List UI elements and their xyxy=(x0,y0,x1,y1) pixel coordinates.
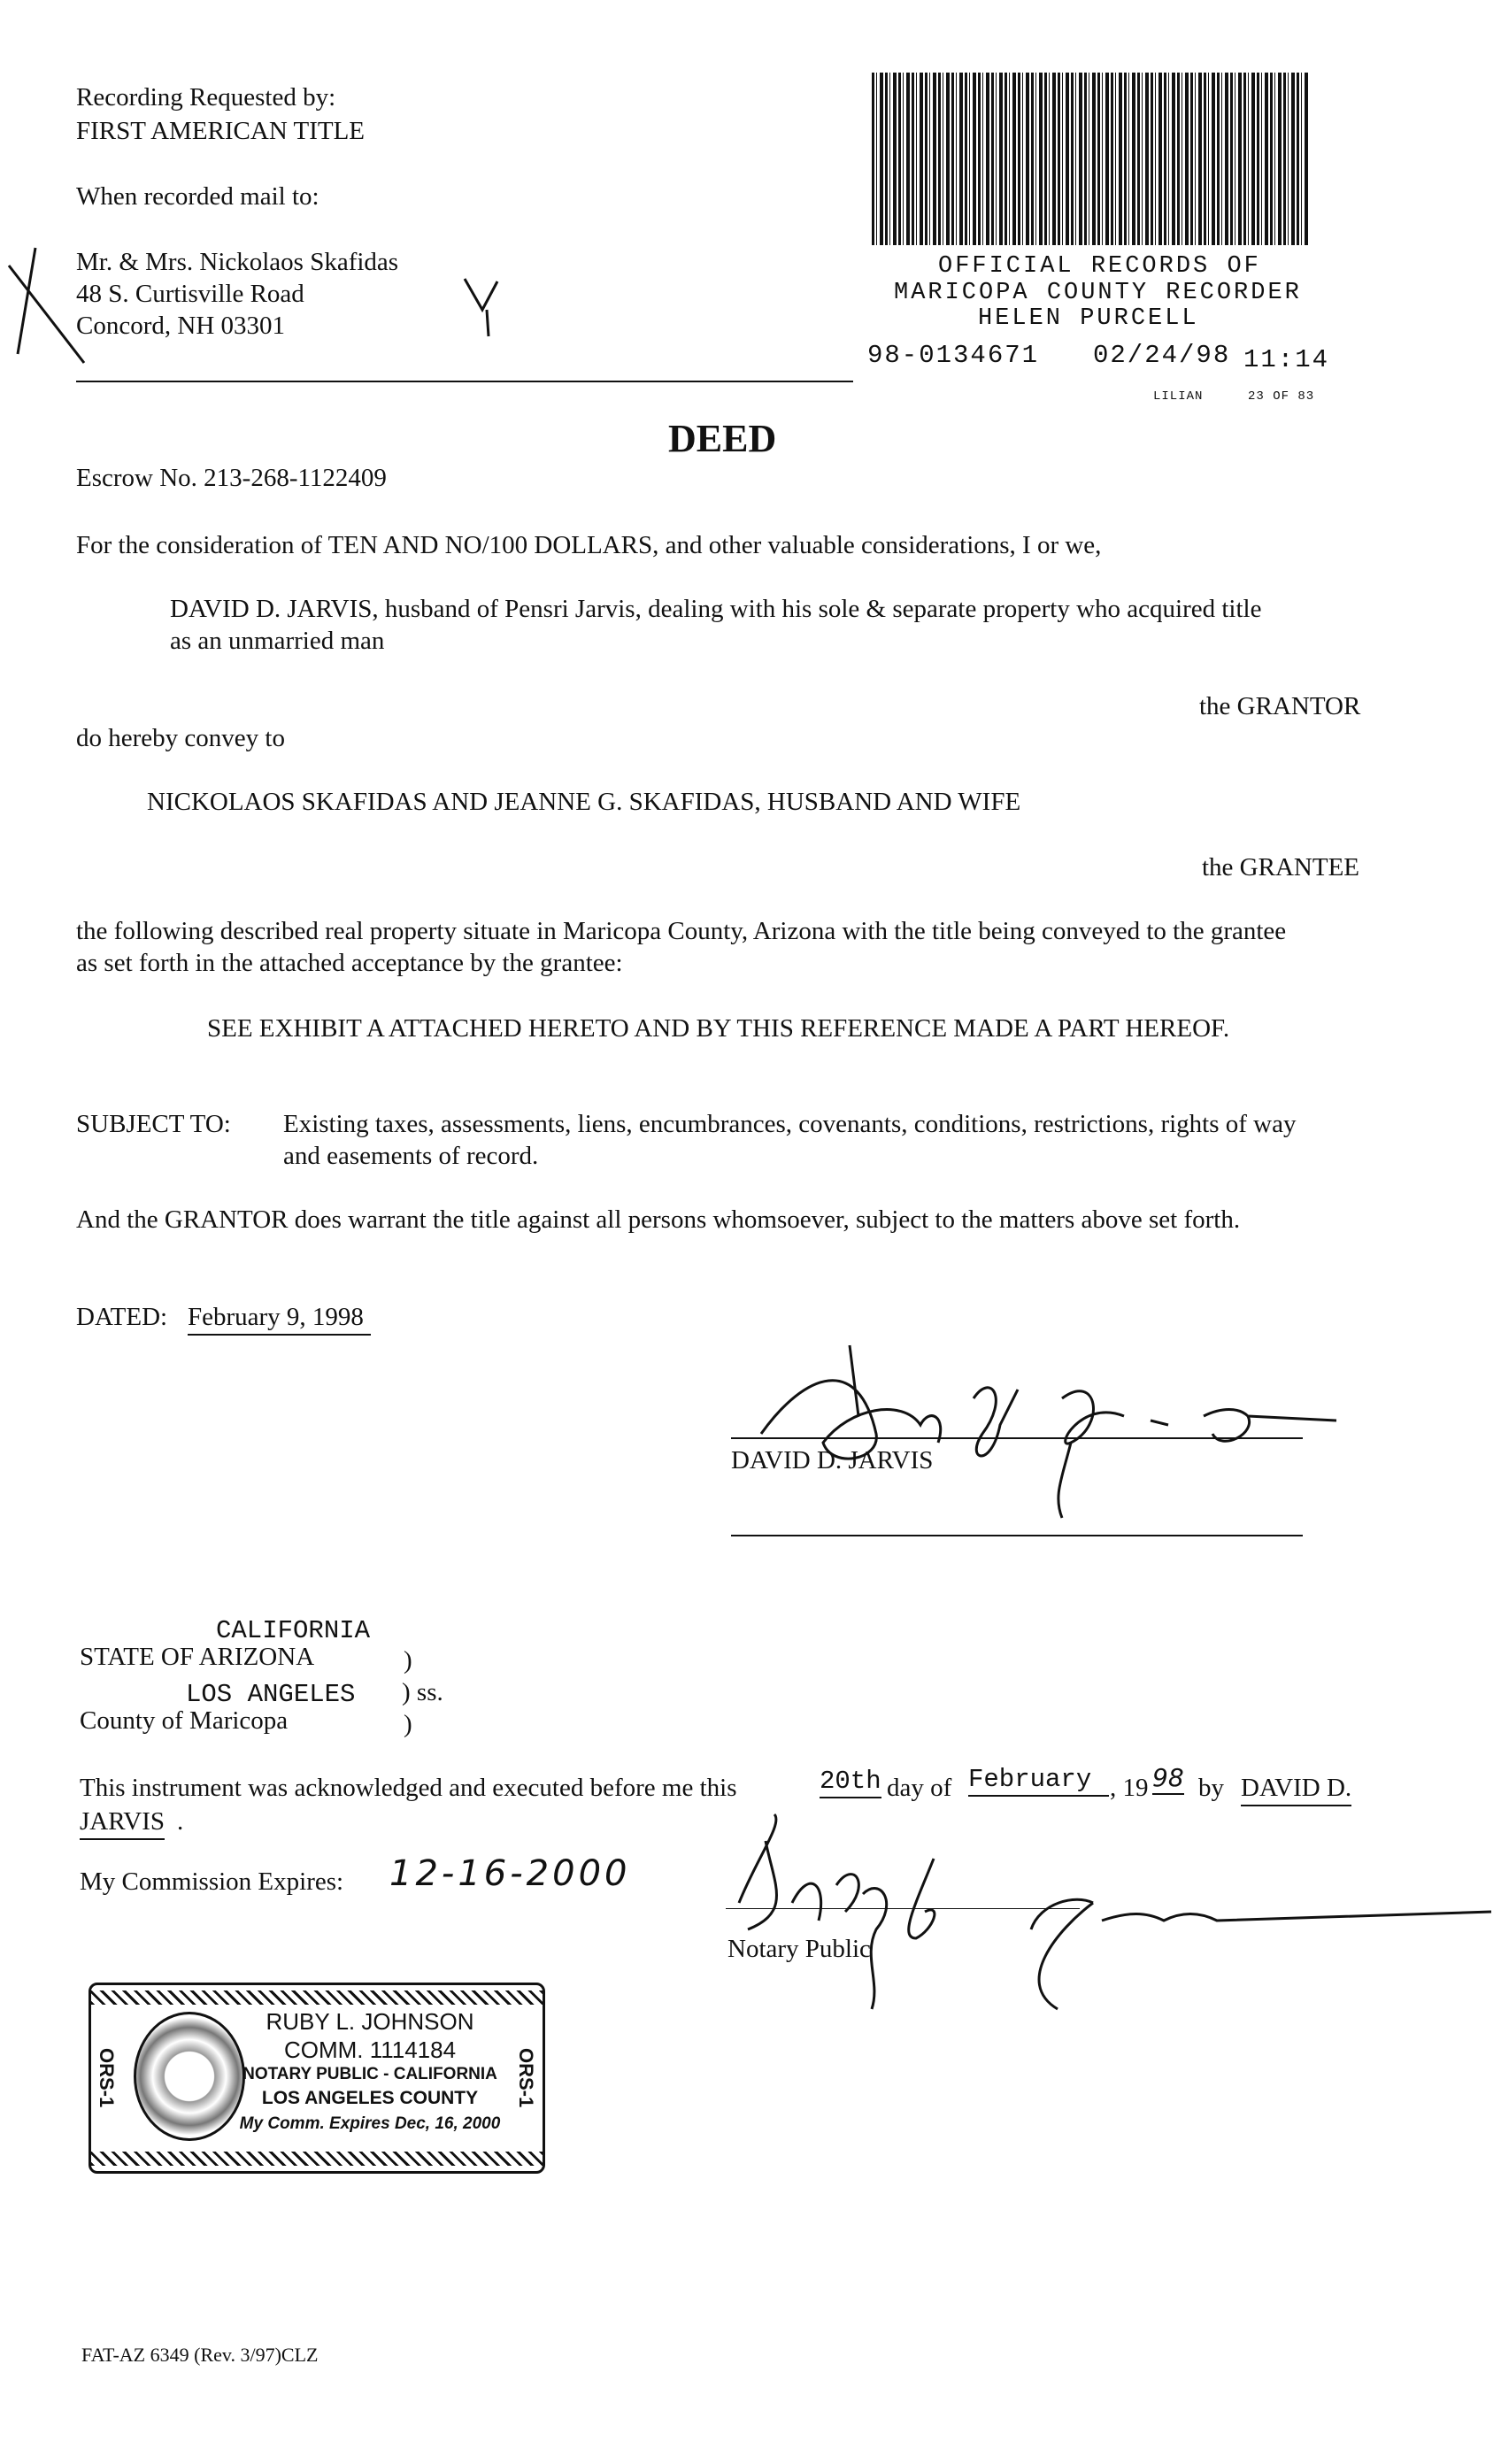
grantor-label: the GRANTOR xyxy=(1199,692,1361,720)
county-bracket: ) xyxy=(404,1710,412,1738)
warranty-text: And the GRANTOR does warrant the title against all persons whomsoever, subject to the matters above set forth. xyxy=(76,1205,1241,1234)
property-line-2: as set forth in the attached acceptance by the grantee: xyxy=(76,949,623,977)
acknowledgment-prefix: This instrument was acknowledged and executed before me this xyxy=(80,1774,737,1802)
mail-to-line-3: Concord, NH 03301 xyxy=(76,312,286,340)
ss-mark: ) ss. xyxy=(402,1678,443,1706)
dated-value: February 9, 1998 xyxy=(188,1301,371,1336)
commission-label: My Commission Expires: xyxy=(80,1867,344,1896)
state-label: STATE OF ARIZONA xyxy=(80,1643,315,1671)
seal-title: NOTARY PUBLIC - CALIFORNIA xyxy=(242,2065,497,2083)
barcode xyxy=(872,73,1310,245)
notary-public-label: Notary Public xyxy=(727,1935,871,1963)
seal-county: LOS ANGELES COUNTY xyxy=(261,2088,479,2108)
acknowledgment-period: . xyxy=(177,1807,184,1836)
county-label: County of Maricopa xyxy=(80,1706,289,1735)
state-bracket: ) xyxy=(404,1646,412,1675)
header-divider xyxy=(76,381,853,382)
grantee-name: NICKOLAOS SKAFIDAS AND JEANNE G. SKAFIDAS, HUSBAND AND WIFE xyxy=(147,788,1021,816)
seal-side-left: ORS-1 xyxy=(96,2048,118,2108)
recorder-date: 02/24/98 xyxy=(1093,341,1231,370)
grantor-description-line-2: as an unmarried man xyxy=(170,627,385,655)
seal-bottom-border xyxy=(91,2152,543,2166)
notary-signature-line xyxy=(726,1908,1080,1909)
acknowledgment-year-prefix: , 19 xyxy=(1110,1774,1149,1802)
grantee-label: the GRANTEE xyxy=(1202,853,1359,882)
seal-notary-name: RUBY L. JOHNSON xyxy=(266,2008,474,2035)
escrow-number: Escrow No. 213-268-1122409 xyxy=(76,464,387,492)
grantor-signer-name: DAVID D. JARVIS xyxy=(731,1446,934,1475)
recorder-clerk: LILIAN xyxy=(1153,389,1204,404)
recorder-page: 23 OF 83 xyxy=(1248,389,1315,404)
acknowledgment-name-line-1: DAVID D. xyxy=(1241,1772,1351,1806)
county-typed: LOS ANGELES xyxy=(186,1680,356,1709)
commission-expires-value: 12-16-2000 xyxy=(389,1853,631,1894)
handwritten-check-mark xyxy=(460,274,504,345)
property-line-1: the following described real property situate in Maricopa County, Arizona with the title being conveyed to the grantee xyxy=(76,917,1287,945)
recording-requested-by: FIRST AMERICAN TITLE xyxy=(76,117,366,145)
recorder-line-3: HELEN PURCELL xyxy=(978,305,1199,332)
recorder-time: 11:14 xyxy=(1243,345,1330,374)
mail-to-line-2: 48 S. Curtisville Road xyxy=(76,280,304,308)
handwritten-x-mark xyxy=(0,230,106,372)
grantor-description-line-1: DAVID D. JARVIS, husband of Pensri Jarvis, dealing with his sole & separate property who acquired title xyxy=(170,595,1262,623)
seal-side-right: ORS-1 xyxy=(515,2048,537,2108)
grantor-signature xyxy=(726,1319,1345,1522)
grantor-signature-line xyxy=(731,1437,1303,1439)
california-seal-emblem xyxy=(134,2012,245,2141)
subject-to-label: SUBJECT TO: xyxy=(76,1110,231,1138)
recorder-line-1: OFFICIAL RECORDS OF xyxy=(938,253,1261,280)
recorder-line-2: MARICOPA COUNTY RECORDER xyxy=(894,280,1302,306)
state-typed: CALIFORNIA xyxy=(216,1616,371,1645)
subject-to-line-2: and easements of record. xyxy=(283,1142,539,1170)
recorder-doc-number: 98-0134671 xyxy=(867,341,1040,370)
acknowledgment-year: 98 xyxy=(1152,1763,1184,1795)
acknowledgment-day-of: day of xyxy=(887,1774,952,1802)
seal-top-border xyxy=(91,1990,543,2005)
acknowledgment-by: by xyxy=(1198,1774,1224,1802)
acknowledgment-name-line-2: JARVIS xyxy=(80,1806,165,1840)
acknowledgment-month: February xyxy=(968,1765,1109,1797)
recording-requested-label: Recording Requested by: xyxy=(76,83,336,112)
mail-to-line-1: Mr. & Mrs. Nickolaos Skafidas xyxy=(76,248,399,276)
subject-to-line-1: Existing taxes, assessments, liens, encumbrances, covenants, conditions, restrictions, rights of way xyxy=(283,1110,1297,1138)
convey-text: do hereby convey to xyxy=(76,724,285,752)
deed-title: DEED xyxy=(668,417,777,460)
mail-to-label: When recorded mail to: xyxy=(76,182,319,211)
consideration-text: For the consideration of TEN AND NO/100 DOLLARS, and other valuable considerations, I or we, xyxy=(76,531,1102,559)
exhibit-reference: SEE EXHIBIT A ATTACHED HERETO AND BY THIS REFERENCE MADE A PART HEREOF. xyxy=(207,1014,1230,1043)
notary-signature xyxy=(721,1806,1500,2018)
form-number: FAT-AZ 6349 (Rev. 3/97)CLZ xyxy=(81,2344,319,2366)
seal-commission-number: COMM. 1114184 xyxy=(283,2037,457,2063)
seal-expiration: My Comm. Expires Dec, 16, 2000 xyxy=(239,2114,501,2133)
dated-label: DATED: xyxy=(76,1303,168,1331)
notary-seal-stamp xyxy=(89,1983,545,2174)
acknowledgment-day: 20th xyxy=(820,1767,881,1798)
second-signature-line xyxy=(731,1535,1303,1536)
